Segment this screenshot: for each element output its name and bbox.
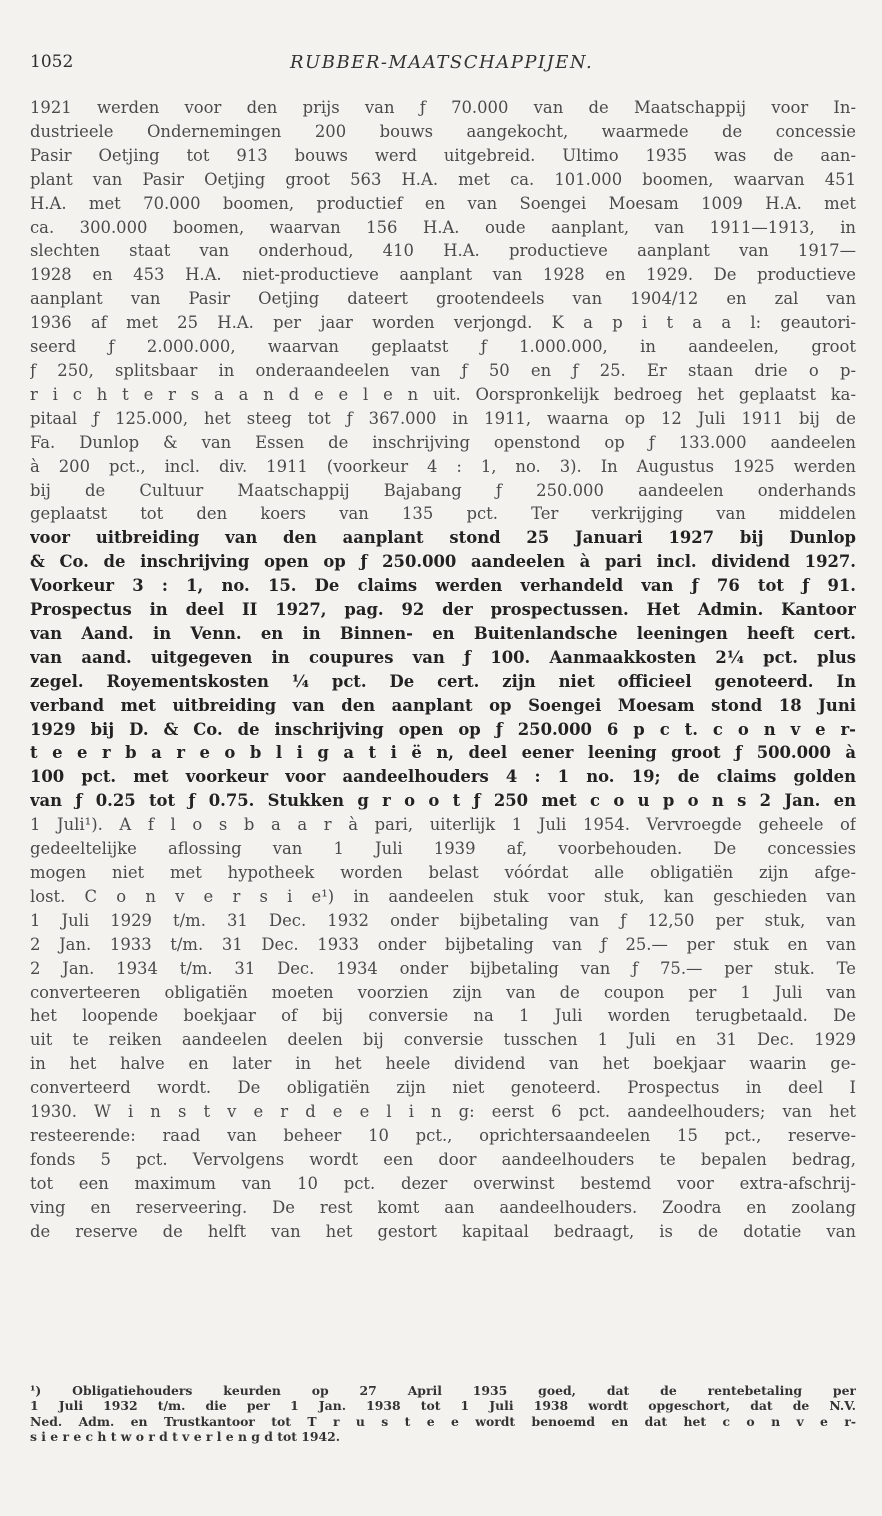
body-line: 1 Juli¹). A f l o s b a a r à pari, uiterlijk 1 Juli 1954. Vervroegde geheele of (30, 815, 856, 835)
body-line: 1921 werden voor den prijs van ƒ 70.000 van de Maatschappij voor In- (30, 98, 856, 117)
body-line: 2 Jan. 1934 t/m. 31 Dec. 1934 onder bijbetaling van ƒ 75.— per stuk. Te (30, 958, 856, 978)
body-line: pitaal ƒ 125.000, het steeg tot ƒ 367.000 in 1911, waarna op 12 Juli 1911 bij de (30, 408, 856, 428)
body-line: Prospectus in deel II 1927, pag. 92 der prospectussen. Het Admin. Kantoor (30, 600, 856, 620)
body-line: in het halve en later in het heele dividend van het boekjaar waarin ge- (30, 1054, 856, 1074)
page-number: 1052 (30, 52, 74, 72)
body-line: ving en reserveering. De rest komt aan aandeelhouders. Zoodra en zoolang (30, 1197, 856, 1217)
body-line: 1928 en 453 H.A. niet-productieve aanplant van 1928 en 1929. De productieve (30, 265, 856, 285)
body-line: ca. 300.000 boomen, waarvan 156 H.A. oude aanplant, van 1911—1913, in (30, 217, 856, 237)
body-line: mogen niet met hypotheek worden belast vóórdat alle obligatiën zijn afge- (30, 863, 856, 882)
body-line: gedeeltelijke aflossing van 1 Juli 1939 af, voorbehouden. De concessies (30, 839, 856, 859)
body-line: 2 Jan. 1933 t/m. 31 Dec. 1933 onder bijbetaling van ƒ 25.— per stuk en van (30, 934, 856, 954)
running-title: RUBBER-MAATSCHAPPIJEN. (290, 52, 594, 73)
page-header (30, 52, 860, 80)
body-line: t e e r b a r e o b l i g a t i ë n, deel eener leening groot ƒ 500.000 à (30, 743, 856, 763)
body-line: resteerende: raad van beheer 10 pct., oprichtersaandeelen 15 pct., reserve- (30, 1125, 856, 1145)
body-line: plant van Pasir Oetjing groot 563 H.A. met ca. 101.000 boomen, waarvan 451 (30, 169, 856, 189)
body-line: 1929 bij D. & Co. de inschrijving open op ƒ 250.000 6 p c t. c o n v e r- (30, 719, 856, 739)
body-line: 1936 af met 25 H.A. per jaar worden verjongd. K a p i t a a l: geautori- (30, 313, 856, 333)
body-line: lost. C o n v e r s i e¹) in aandeelen stuk voor stuk, kan geschieden van (30, 886, 856, 906)
body-line: 1 Juli 1929 t/m. 31 Dec. 1932 onder bijbetaling van ƒ 12,50 per stuk, van (30, 910, 856, 930)
body-line: Fa. Dunlop & van Essen de inschrijving openstond op ƒ 133.000 aandeelen (30, 432, 856, 452)
body-line: dustrieele Ondernemingen 200 bouws aangekocht, waarmede de concessie (30, 121, 856, 141)
body-line: Pasir Oetjing tot 913 bouws werd uitgebreid. Ultimo 1935 was de aan- (30, 145, 856, 165)
body-line: de reserve de helft van het gestort kapitaal bedraagt, is de dotatie van (30, 1221, 856, 1241)
body-line: uit te reiken aandeelen deelen bij conversie tusschen 1 Juli en 31 Dec. 1929 (30, 1030, 856, 1050)
body-line: 1930. W i n s t v e r d e e l i n g: eerst 6 pct. aandeelhouders; van het (30, 1102, 856, 1122)
body-line: zegel. Royementskosten ¼ pct. De cert. zijn niet officieel genoteerd. In (30, 671, 856, 691)
body-text (30, 96, 856, 1244)
footnote-line: Ned. Adm. en Trustkantoor tot T r u s t e e wordt benoemd en dat het c o n v e r- (30, 1413, 856, 1429)
body-line: van Aand. in Venn. en in Binnen- en Buitenlandsche leeningen heeft cert. (30, 623, 856, 643)
body-line: Voorkeur 3 : 1, no. 15. De claims werden verhandeld van ƒ 76 tot ƒ 91. (30, 576, 856, 596)
body-line: geplaatst tot den koers van 135 pct. Ter verkrijging van middelen (30, 504, 856, 524)
body-line: bij de Cultuur Maatschappij Bajabang ƒ 250.000 aandeelen onderhands (30, 480, 856, 500)
body-line: à 200 pct., incl. div. 1911 (voorkeur 4 : 1, no. 3). In Augustus 1925 werden (30, 456, 856, 476)
body-line: van aand. uitgegeven in coupures van ƒ 100. Aanmaakkosten 2¼ pct. plus (30, 647, 856, 667)
body-line: voor uitbreiding van den aanplant stond 25 Januari 1927 bij Dunlop (30, 528, 856, 548)
body-line: H.A. met 70.000 boomen, productief en van Soengei Moesam 1009 H.A. met (30, 193, 856, 213)
body-line: slechten staat van onderhoud, 410 H.A. productieve aanplant van 1917— (30, 241, 856, 261)
body-line: fonds 5 pct. Vervolgens wordt een door aandeelhouders te bepalen bedrag, (30, 1149, 856, 1169)
footnote-line: 1 Juli 1932 t/m. die per 1 Jan. 1938 tot 1 Juli 1938 wordt opgeschort, dat de N.V. (30, 1398, 856, 1414)
body-line: verband met uitbreiding van den aanplant op Soengei Moesam stond 18 Juni (30, 695, 856, 715)
footnote-line: s i e r e c h t w o r d t v e r l e n g d tot 1942. (30, 1429, 341, 1445)
body-line: & Co. de inschrijving open op ƒ 250.000 aandeelen à pari incl. dividend 1927. (30, 552, 856, 572)
body-line: aanplant van Pasir Oetjing dateert grootendeels van 1904/12 en zal van (30, 289, 856, 309)
body-line: r i c h t e r s a a n d e e l e n uit. Oorspronkelijk bedroeg het geplaatst ka- (30, 384, 856, 404)
body-line: van ƒ 0.25 tot ƒ 0.75. Stukken g r o o t ƒ 250 met c o u p o n s 2 Jan. en (30, 791, 856, 811)
body-line: ƒ 250, splitsbaar in onderaandeelen van ƒ 50 en ƒ 25. Er staan drie o p- (30, 360, 856, 380)
body-line: converteeren obligatiën moeten voorzien zijn van de coupon per 1 Juli van (30, 982, 856, 1002)
body-line: tot een maximum van 10 pct. dezer overwinst bestemd voor extra-afschrij- (30, 1173, 856, 1193)
body-line: 100 pct. met voorkeur voor aandeelhouders 4 : 1 no. 19; de claims golden (30, 767, 856, 787)
body-line: converteerd wordt. De obligatiën zijn niet genoteerd. Prospectus in deel I (30, 1078, 856, 1098)
footnote-line: ¹) Obligatiehouders keurden op 27 April 1935 goed, dat de rentebetaling per (30, 1383, 856, 1398)
footnotes (30, 1383, 856, 1445)
body-line: seerd ƒ 2.000.000, waarvan geplaatst ƒ 1.000.000, in aandeelen, groot (30, 337, 856, 357)
body-line: het loopende boekjaar of bij conversie na 1 Juli worden terugbetaald. De (30, 1006, 856, 1026)
